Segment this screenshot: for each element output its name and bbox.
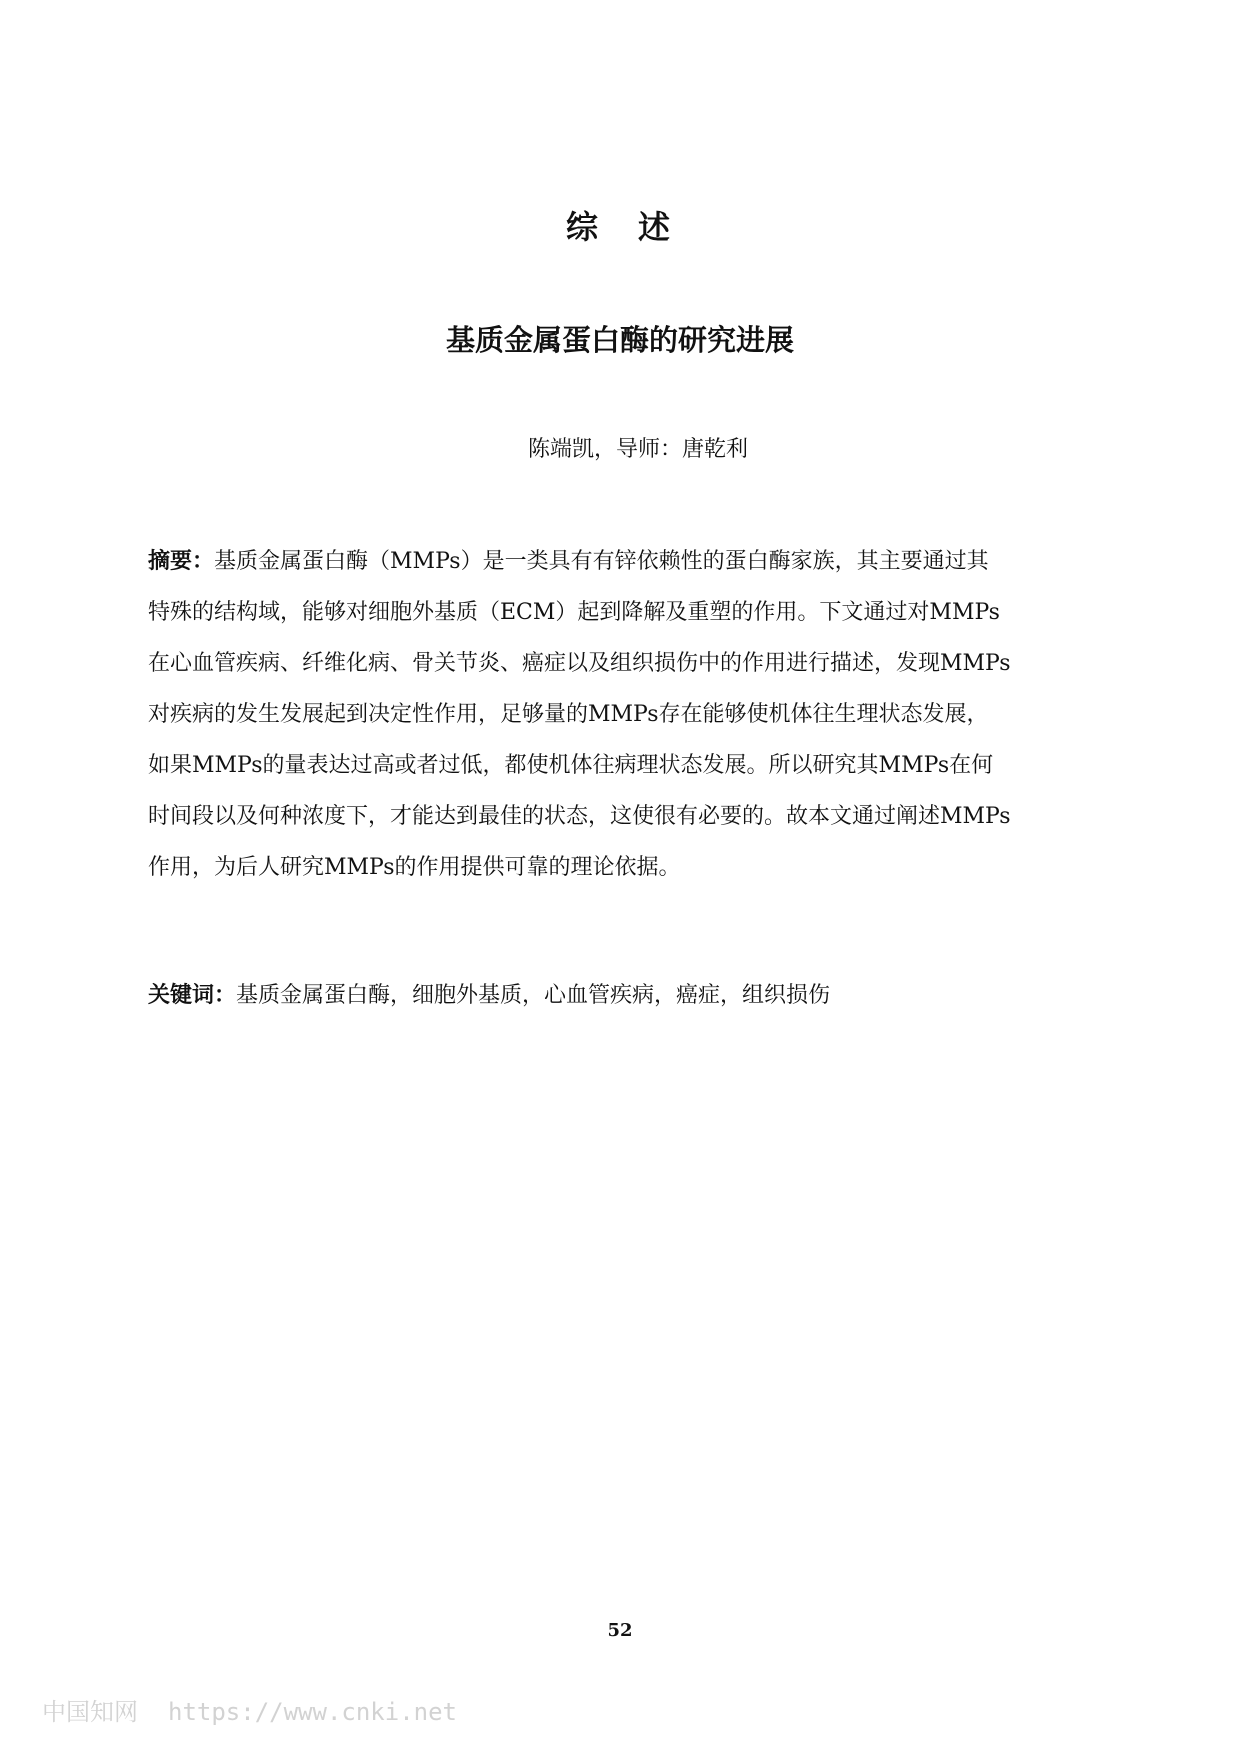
- abstract-paragraph: [148, 536, 1100, 893]
- abstract-line: 如果MMPs的量表达过高或者过低，都使机体往病理状态发展。所以研究其MMPs在何: [148, 753, 994, 778]
- section-heading: [0, 202, 1240, 248]
- author-line: 陈端凯，导师：唐乾利: [528, 437, 749, 462]
- keywords-label: 关键词：: [148, 983, 237, 1008]
- abstract-label: 摘要：: [148, 549, 215, 574]
- abstract-line: 在心血管疾病、纤维化病、骨关节炎、癌症以及组织损伤中的作用进行描述，发现MMPs: [148, 651, 1011, 676]
- abstract-text: 基质金属蛋白酶（MMPs）是一类具有有锌依赖性的蛋白酶家族，其主要通过其: [214, 549, 989, 574]
- keywords-line: [148, 978, 830, 1009]
- cnki-watermark: [42, 1692, 457, 1727]
- watermark-logo-text: 中国知网: [42, 1698, 138, 1726]
- keywords-text: 基质金属蛋白酶，细胞外基质，心血管疾病，癌症，组织损伤: [236, 983, 831, 1008]
- paper-title: 基质金属蛋白酶的研究进展: [445, 323, 794, 357]
- page-number: 52: [607, 1620, 633, 1641]
- watermark-url: https://www.cnki.net: [168, 1698, 457, 1726]
- abstract-line: 对疾病的发生发展起到决定性作用，足够量的MMPs存在能够使机体往生理状态发展，: [148, 702, 989, 727]
- section-heading-char-2: 述: [638, 208, 675, 246]
- section-heading-char-1: 综: [565, 208, 602, 246]
- abstract-line: 时间段以及何种浓度下，才能达到最佳的状态，这使很有必要的。故本文通过阐述MMPs: [148, 804, 1011, 829]
- abstract-line: 特殊的结构域，能够对细胞外基质（ECM）起到降解及重塑的作用。下文通过对MMPs: [148, 600, 1000, 625]
- abstract-line: 作用，为后人研究MMPs的作用提供可靠的理论依据。: [148, 855, 681, 880]
- abstract-line: [148, 536, 1100, 587]
